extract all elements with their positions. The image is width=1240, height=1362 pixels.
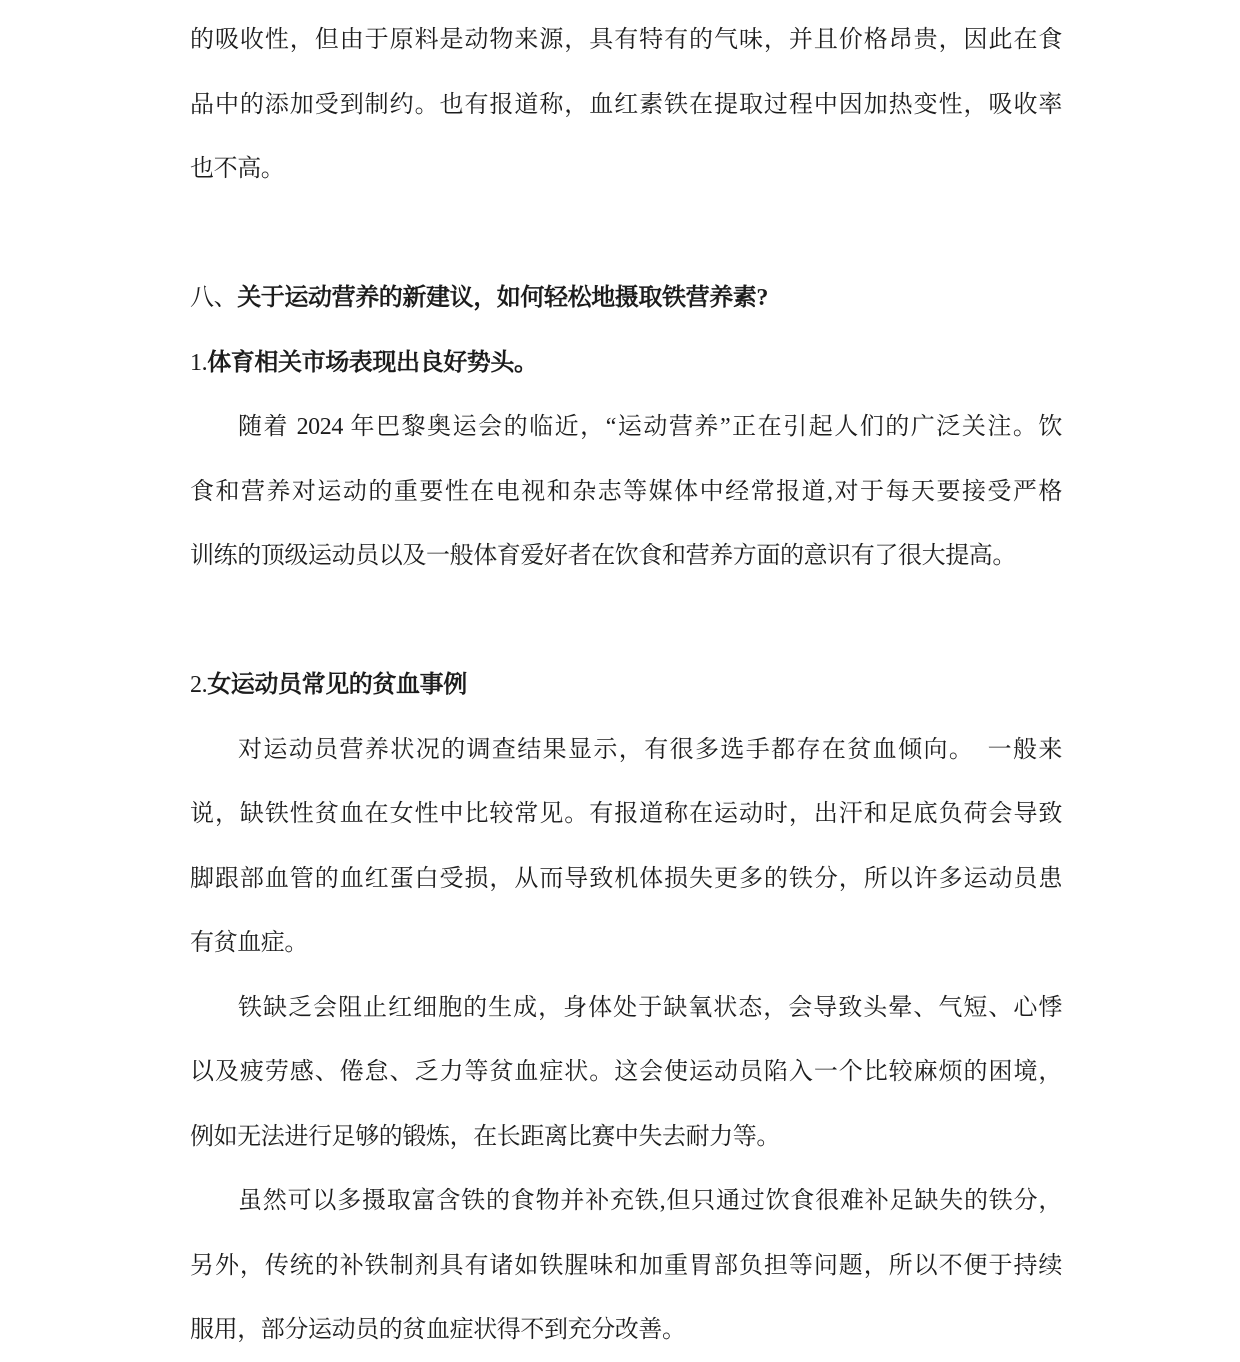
text-line: 食和营养对运动的重要性在电视和杂志等媒体中经常报道,对于每天要接受严格 bbox=[190, 478, 1062, 505]
subsection-number: 2. bbox=[190, 672, 208, 698]
section-title: 关于运动营养的新建议，如何轻松地摄取铁营养素? bbox=[237, 285, 769, 311]
text-line: 也不高。 bbox=[190, 156, 285, 182]
text-line: 脚跟部血管的血红蛋白受损，从而导致机体损失更多的铁分，所以许多运动员患 bbox=[190, 865, 1062, 892]
blank-line bbox=[190, 202, 1062, 267]
text-line: 以及疲劳感、倦怠、乏力等贫血症状。这会使运动员陷入一个比较麻烦的困境， bbox=[190, 1059, 1062, 1085]
text-line: 铁缺乏会阻止红细胞的生成，身体处于缺氧状态，会导致头晕、气短、心悸 bbox=[238, 994, 1062, 1021]
text-line: 随着 2024 年巴黎奥运会的临近，“运动营养”正在引起人们的广泛关注。饮 bbox=[238, 414, 1062, 440]
paragraph-iron-deficiency-symptoms bbox=[190, 976, 1062, 1170]
subsection-title: 女运动员常见的贫血事例 bbox=[207, 672, 467, 698]
continuation-paragraph bbox=[190, 8, 1062, 202]
text-line: 服用，部分运动员的贫血症状得不到充分改善。 bbox=[190, 1317, 686, 1343]
text-line: 例如无法进行足够的锻炼，在长距离比赛中失去耐力等。 bbox=[190, 1123, 780, 1150]
subsection-number: 1. bbox=[190, 349, 208, 376]
paragraph-sports-market bbox=[190, 395, 1062, 589]
subsection-title: 体育相关市场表现出良好势头。 bbox=[207, 349, 538, 376]
text-line: 的吸收性，但由于原料是动物来源，具有特有的气味，并且价格昂贵，因此在食 bbox=[190, 27, 1062, 53]
text-line: 有贫血症。 bbox=[190, 930, 308, 956]
blank-line bbox=[190, 589, 1062, 654]
text-line: 虽然可以多摄取富含铁的食物并补充铁,但只通过饮食很难补足缺失的铁分， bbox=[238, 1188, 1062, 1214]
text-line: 品中的添加受到制约。也有报道称，血红素铁在提取过程中因加热变性，吸收率 bbox=[190, 91, 1062, 118]
text-line: 训练的顶级运动员以及一般体育爱好者在饮食和营养方面的意识有了很大提高。 bbox=[190, 543, 1016, 569]
section-heading bbox=[190, 266, 1062, 331]
subsection-heading-1 bbox=[190, 331, 1062, 396]
document-text-block bbox=[190, 0, 1062, 1362]
text-line: 说，缺铁性贫血在女性中比较常见。有报道称在运动时，出汗和足底负荷会导致 bbox=[190, 801, 1062, 827]
section-number: 八、 bbox=[190, 285, 238, 311]
paragraph-supplement-issues bbox=[190, 1169, 1062, 1362]
text-line: 对运动员营养状况的调查结果显示，有很多选手都存在贫血倾向。 一般来 bbox=[238, 736, 1062, 763]
paragraph-anemia-cases bbox=[190, 718, 1062, 976]
subsection-heading-2 bbox=[190, 653, 1062, 718]
text-line: 另外，传统的补铁制剂具有诸如铁腥味和加重胃部负担等问题，所以不便于持续 bbox=[190, 1252, 1062, 1279]
